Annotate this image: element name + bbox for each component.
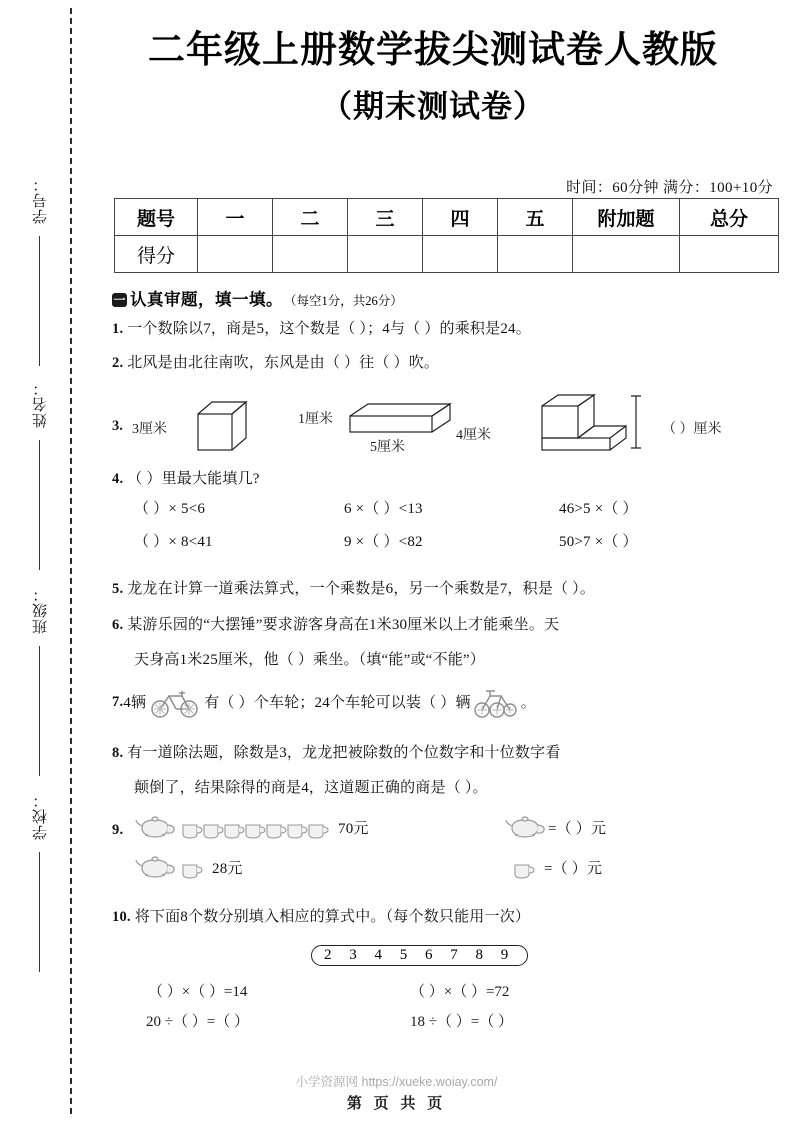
question-6-number: 6.: [112, 617, 124, 633]
q4-expr-2[interactable]: 6 ×（ ）<13: [344, 500, 423, 517]
col-head-3: 三: [348, 199, 423, 236]
row-label-defen: 得分: [115, 236, 198, 273]
question-7-number: 7.: [112, 694, 124, 711]
margin-label-xingming: 姓名：: [32, 380, 49, 428]
question-10-number-strip: 2 3 4 5 6 7 8 9: [311, 945, 528, 966]
title-line-2: （期末测试卷）: [321, 89, 545, 125]
margin-field-xuehao: [16, 170, 64, 230]
question-9-number: 9.: [112, 822, 124, 838]
question-5-text: 龙龙在计算一道乘法算式，一个乘数是6，另一个乘数是7，积是（ ）。: [127, 581, 596, 597]
stacked-solid-shape-icon: [532, 392, 652, 456]
question-3-cube-label: 3厘米: [132, 422, 167, 437]
q4-expr-3[interactable]: 46>5 ×（ ）: [559, 500, 638, 517]
site-watermark: 小学资源网 https://xueke.woiay.com/: [295, 1075, 498, 1089]
question-10-text: 将下面8个数分别填入相应的算式中。（每个数只能用一次）: [134, 909, 531, 925]
col-head-2: 二: [273, 199, 348, 236]
student-info-margin: [16, 150, 64, 1050]
question-3-box-height-label: 1厘米: [298, 412, 333, 427]
question-6-line-2[interactable]: 天身高1米25厘米，他（ ）乘坐。（填“能”或“不能”）: [134, 651, 485, 668]
teapot-icon-2: [134, 854, 178, 884]
col-head-1: 一: [198, 199, 273, 236]
margin-field-banji: [16, 580, 64, 640]
q10-equation-2[interactable]: （ ）×（ ）=72: [410, 984, 510, 1000]
score-table: [114, 198, 779, 273]
question-9-right-row-2: [512, 856, 602, 882]
section-note: （每空1分，共26分）: [284, 294, 403, 308]
question-8: [112, 742, 782, 799]
question-3-box-width-label: 5厘米: [370, 440, 405, 455]
row-label-tihao: 题号: [115, 199, 198, 236]
title-line-1: 二年级上册数学拔尖测试卷人教版: [148, 30, 718, 71]
margin-field-xuexiao: [16, 786, 64, 846]
question-9-left-row-1: [134, 814, 369, 844]
section-title: 认真审题，填一填。: [130, 290, 283, 309]
score-cell-1[interactable]: [198, 236, 273, 273]
q10-equation-1[interactable]: （ ）×（ ）=14: [148, 984, 248, 1000]
exam-meta: 时间：60分钟 满分：100+10分: [566, 180, 773, 196]
question-10-number: 10.: [112, 909, 131, 925]
question-4-text: （ ）里最大能填几?: [127, 471, 260, 487]
score-cell-2[interactable]: [273, 236, 348, 273]
question-3-answer-blank[interactable]: （ ）厘米: [662, 422, 722, 437]
tricycle-icon: [473, 686, 519, 720]
question-4: [112, 468, 782, 565]
score-cell-5[interactable]: [498, 236, 573, 273]
col-head-5: 五: [498, 199, 573, 236]
cube-shape-icon: [192, 398, 254, 456]
section-heading: [112, 286, 782, 310]
question-6: [112, 614, 782, 671]
question-3-number: 3.: [112, 418, 123, 434]
teapot-icon-3: [504, 814, 548, 844]
margin-field-xingming: [16, 374, 64, 434]
score-cell-3[interactable]: [348, 236, 423, 273]
margin-rule-4: [39, 852, 40, 972]
margin-label-banji: 班级：: [32, 586, 49, 634]
q4-expr-4[interactable]: （ ）× 8<41: [134, 534, 213, 551]
margin-rule-3: [39, 646, 40, 776]
margin-rule-2: [39, 440, 40, 570]
question-6-line-1: 某游乐园的“大摆锤”要求游客身高在1米30厘米以上才能乘坐。天: [127, 617, 560, 633]
question-7-suffix: 。: [520, 694, 536, 711]
score-cell-extra[interactable]: [573, 236, 680, 273]
question-5-number: 5.: [112, 581, 124, 597]
question-9-left-value-1: 70元: [338, 820, 369, 837]
table-row-scores: [115, 236, 779, 273]
q10-equation-4[interactable]: 18 ÷（ ）=（ ）: [410, 1014, 513, 1030]
question-4-number: 4.: [112, 471, 124, 487]
question-8-line-1: 有一道除法题，除数是3，龙龙把被除数的个位数字和十位数字看: [127, 745, 561, 761]
cup-icon-group-1: [180, 816, 330, 842]
page-title: [88, 28, 778, 126]
bicycle-icon: [149, 687, 201, 719]
col-head-4: 四: [423, 199, 498, 236]
question-4-row-2: [134, 531, 782, 554]
margin-label-xuehao: 学号：: [32, 176, 49, 224]
question-8-number: 8.: [112, 745, 124, 761]
question-9-left-value-2: 28元: [212, 860, 243, 877]
question-2-number: 2.: [112, 355, 124, 371]
question-9-right-blank-2[interactable]: =（ ）元: [544, 860, 603, 877]
score-cell-4[interactable]: [423, 236, 498, 273]
table-row-header: [115, 199, 779, 236]
question-1: [112, 318, 782, 341]
q4-expr-5[interactable]: 9 ×（ ）<82: [344, 534, 423, 551]
question-2: [112, 352, 782, 375]
question-1-text: 一个数除以7，商是5，这个数是（ ）；4与（ ）的乘积是24。: [127, 321, 531, 337]
section-badge: 一: [113, 293, 126, 307]
question-4-row-1: [134, 498, 782, 521]
question-4-rows: [134, 498, 782, 554]
question-5: [112, 578, 782, 601]
binding-dashed-line: [70, 8, 72, 1114]
q4-expr-1[interactable]: （ ）× 5<6: [134, 500, 206, 517]
question-2-text: 北风是由北往南吹，东风是由（ ）往（ ）吹。: [127, 355, 440, 371]
question-3: [112, 392, 782, 458]
question-7: [112, 686, 782, 720]
question-8-line-2[interactable]: 颠倒了，结果除得的商是4，这道题正确的商是（ ）。: [134, 779, 488, 796]
question-1-number: 1.: [112, 321, 124, 337]
q4-expr-6[interactable]: 50>7 ×（ ）: [559, 534, 638, 551]
col-head-total: 总分: [680, 199, 779, 236]
margin-rule-1: [39, 236, 40, 366]
q10-equation-3[interactable]: 20 ÷（ ）=（ ）: [146, 1014, 249, 1030]
page-number-footer: 第 页 共 页: [346, 1096, 447, 1112]
score-cell-total[interactable]: [680, 236, 779, 273]
cup-icon-single: [180, 856, 204, 882]
question-10: [112, 906, 782, 929]
question-9-right-blank-1[interactable]: =（ ）元: [548, 820, 607, 837]
question-7-prefix: 4辆: [123, 694, 147, 711]
question-7-text[interactable]: 有（ ）个车轮；24个车轮可以装（ ）辆: [204, 694, 471, 711]
teapot-icon: [134, 814, 178, 844]
question-9-right-row-1: [504, 814, 606, 844]
question-9-left-row-2: [134, 854, 243, 884]
col-head-extra: 附加题: [573, 199, 680, 236]
margin-label-xuexiao: 学校：: [32, 792, 49, 840]
question-3-box-depth-label: 4厘米: [456, 428, 491, 443]
cup-icon-single-2: [512, 856, 538, 882]
